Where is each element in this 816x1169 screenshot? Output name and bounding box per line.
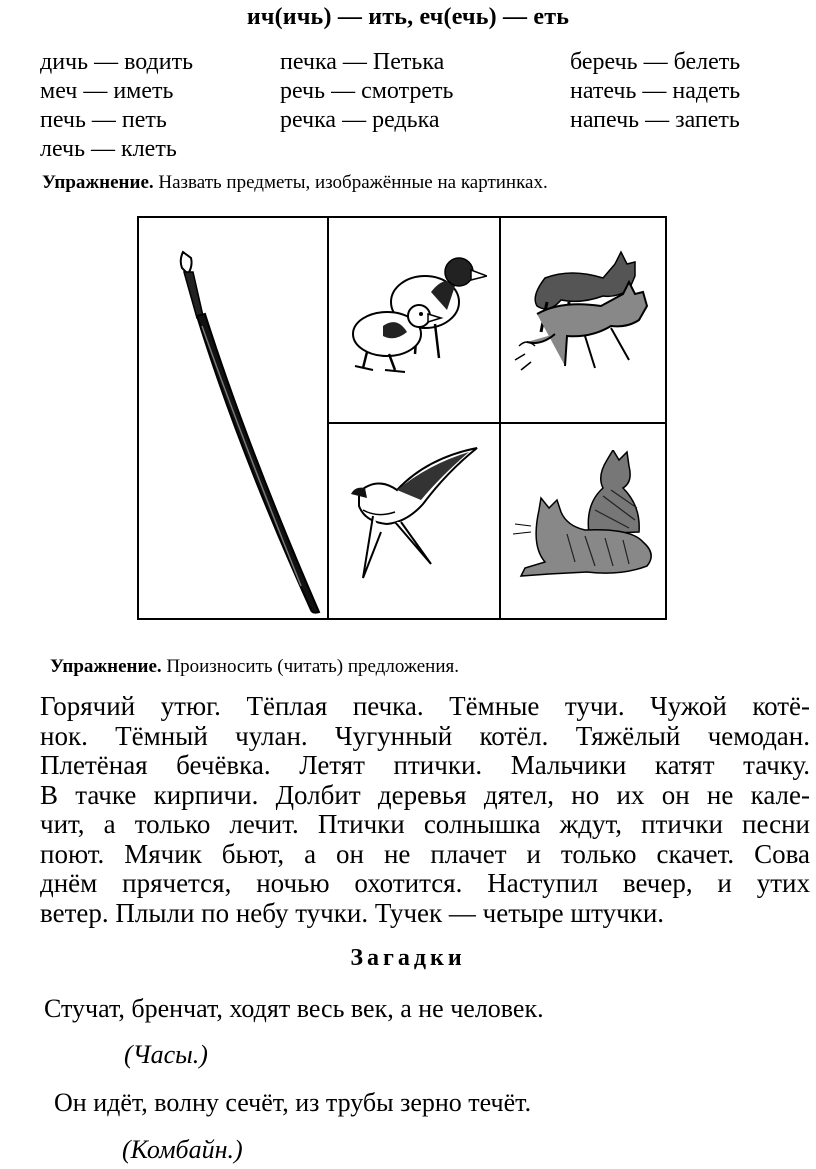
word-pair: меч — иметь <box>40 78 174 104</box>
grid-divider <box>327 422 667 424</box>
word-pair: натечь — надеть <box>570 78 741 104</box>
text-line: Горячий утюг. Тёплая печка. Тёмные тучи. Чужой котё- <box>40 691 810 721</box>
text-line: ветер. Плыли по небу тучки. Тучек — четыре штучки. <box>40 897 665 928</box>
word-pair: печь — петь <box>40 107 167 133</box>
word-pairs-row <box>40 135 810 164</box>
wolves-icon <box>511 242 661 382</box>
word-pairs-row <box>40 106 810 135</box>
swallow-icon <box>337 446 487 596</box>
word-pairs-row <box>40 48 810 77</box>
riddle-answer: (Комбайн.) <box>122 1135 243 1164</box>
word-pair: лечь — клеть <box>40 136 177 162</box>
exercise-instruction <box>50 656 459 678</box>
page-heading: ич(ичь) — ить, еч(ечь) — еть <box>246 4 570 30</box>
text-line: чит, а только лечит. Птички солнышка ждут, птички песни <box>40 809 810 839</box>
text-line: нок. Тёмный чулан. Чугунный котёл. Тяжёлый чемодан. <box>40 720 810 751</box>
brush-icon <box>169 246 329 618</box>
picture-grid <box>137 216 667 620</box>
exercise-instruction <box>42 172 548 194</box>
word-pair: речь — смотреть <box>280 78 454 104</box>
text-line: Плетёная бечёвка. Летят птички. Мальчики катят тачку. <box>40 750 810 780</box>
cats-icon <box>511 450 661 590</box>
riddles-heading: Загадки <box>350 945 466 971</box>
riddle-answer: (Часы.) <box>124 1040 208 1069</box>
word-pair: беречь — белеть <box>570 49 741 75</box>
text-line: поют. Мячик бьют, а он не плачет и только скачет. Сова <box>40 838 810 869</box>
word-pair: речка — редька <box>280 107 440 133</box>
word-pairs-table <box>40 48 810 164</box>
text-line: днём прячется, ночью охотится. Наступил вечер, и утих <box>40 868 810 898</box>
exercise-label: Упражнение. <box>42 172 154 193</box>
word-pairs-row <box>40 77 810 106</box>
word-pair: напечь — запеть <box>570 107 740 133</box>
exercise-text: Произносить (читать) предложения. <box>166 656 459 677</box>
riddle-question: Он идёт, волну сечёт, из трубы зерно течёт. <box>54 1088 532 1117</box>
exercise-label: Упражнение. <box>50 656 162 677</box>
word-pair: дичь — водить <box>40 49 194 75</box>
exercise-text: Назвать предметы, изображённые на картинках. <box>158 172 548 193</box>
reading-text <box>40 692 810 928</box>
ducklings-icon <box>337 240 487 380</box>
text-line: В тачке кирпичи. Долбит деревья дятел, но их он не кале- <box>40 779 810 810</box>
grid-divider <box>499 218 501 618</box>
riddle-question: Стучат, бренчат, ходят весь век, а не человек. <box>44 994 544 1023</box>
word-pair: печка — Петька <box>280 49 445 75</box>
